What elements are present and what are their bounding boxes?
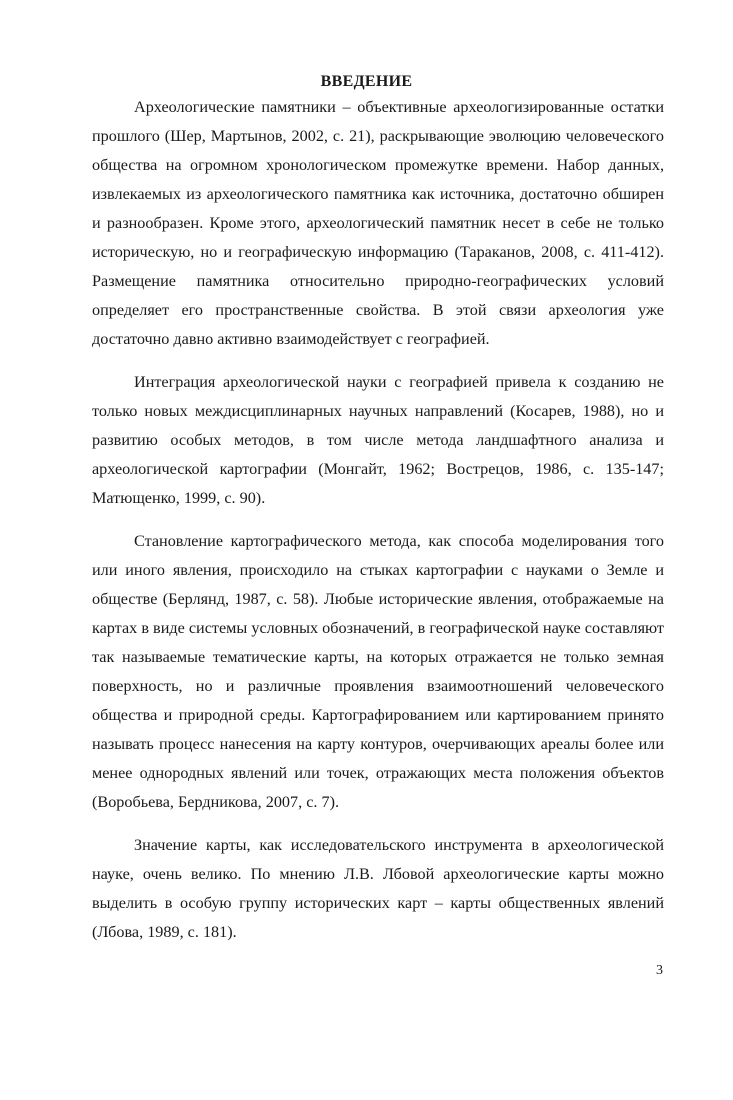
- page-number: 3: [656, 963, 663, 978]
- page-title: ВВЕДЕНИЕ: [320, 73, 413, 90]
- paragraph-1: Археологические памятники – объективные археологизированные остатки прошлого (Шер, Мартынов, 2002, с. 21), раскрывающие эволюцию человеческого общества на огромном хронологическом промежутке времени. Набор данных, извлекаемых из археологического памятника как источника, достаточно обширен и разнообразен. Кроме этого, археологический памятник несет в себе не только историческую, но и географическую информацию (Тараканов, 2008, с. 411-412). Размещение памятника относительно природно-географических условий определяет его пространственные свойства. В этой связи археология уже достаточно давно активно взаимодействует с географией.: [92, 98, 664, 348]
- paragraph-2: Интеграция археологической науки с географией привела к созданию не только новых междисциплинарных научных направлений (Косарев, 1988), но и развитию особых методов, в том числе метода ландшафтного анализа и археологической картографии (Монгайт, 1962; Вострецов, 1986, с. 135-147; Матющенко, 1999, с. 90).: [92, 373, 664, 507]
- paragraph-4: Значение карты, как исследовательского инструмента в археологической науке, очень велико. По мнению Л.В. Лбовой археологические карты можно выделить в особую группу исторических карт – карты общественных явлений (Лбова, 1989, с. 181).: [92, 836, 664, 941]
- paragraph-3: Становление картографического метода, как способа моделирования того или иного явления, происходило на стыках картографии с науками о Земле и обществе (Берлянд, 1987, с. 58). Любые исторические явления, отображаемые на картах в виде системы условных обозначений, в географической науке составляют так называемые тематические карты, на которых отражается не только земная поверхность, но и различные проявления взаимоотношений человеческого общества и природной среды. Картографированием или картированием принято называть процесс нанесения на карту контуров, очерчивающих ареалы более или менее однородных явлений или точек, отражающих места положения объектов (Воробьева, Бердникова, 2007, с. 7).: [92, 532, 664, 811]
- body-text: [92, 93, 664, 961]
